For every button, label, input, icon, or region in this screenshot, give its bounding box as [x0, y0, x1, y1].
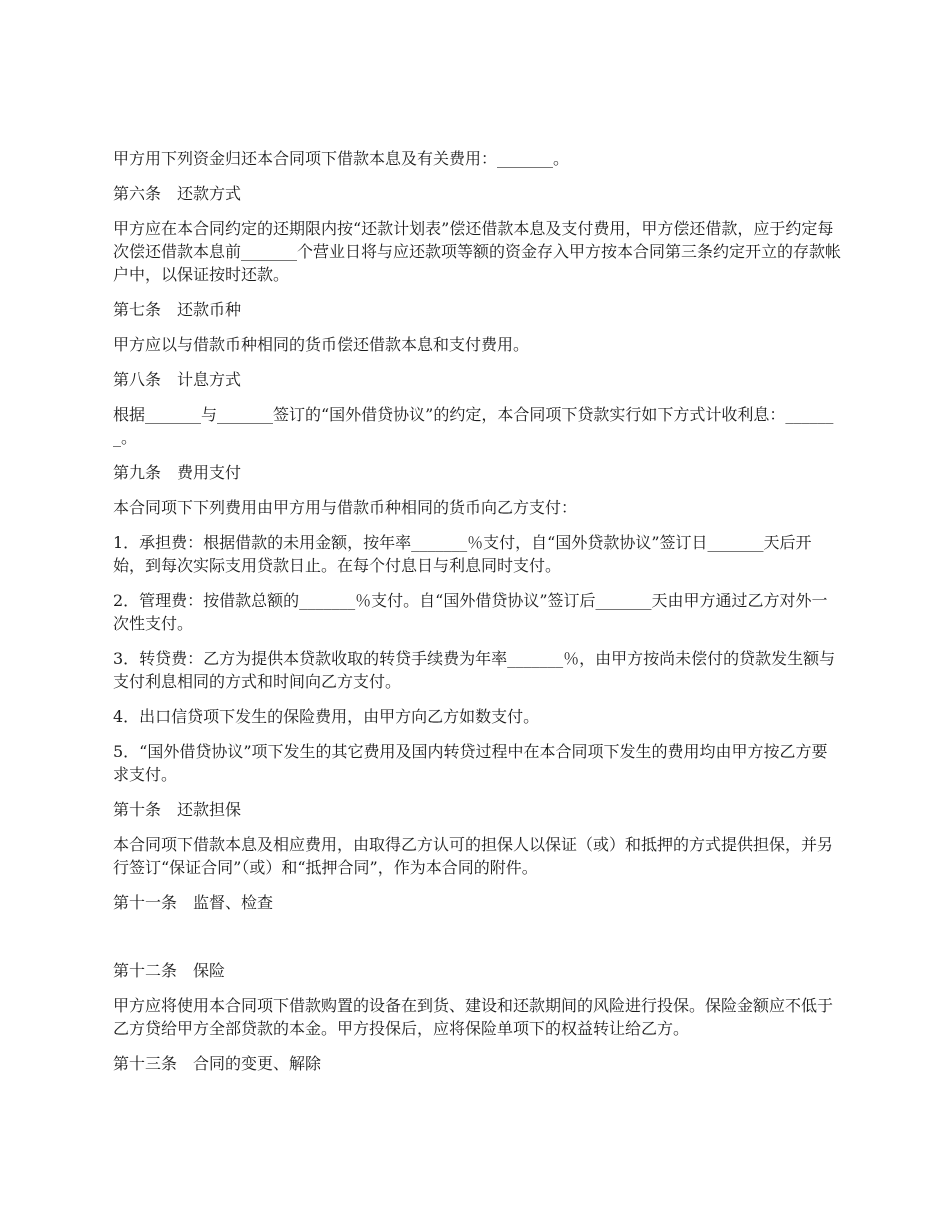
paragraph-article-9-item-2: 2．管理费：按借款总额的_______％支付。自“国外借贷协议”签订后_______天由甲方通过乙方对外一次性支付。	[113, 591, 828, 633]
heading-article-7: 第七条 还款币种	[113, 300, 242, 319]
paragraph-article-8: 根据_______与_______签订的“国外借贷协议”的约定，本合同项下贷款实行如下方式计收利息：_______。	[113, 405, 834, 447]
heading-article-12: 第十二条 保险	[113, 961, 226, 980]
paragraph-article-9-intro: 本合同项下下列费用由甲方用与借款币种相同的货币向乙方支付：	[113, 498, 578, 517]
heading-article-10: 第十条 还款担保	[113, 800, 242, 819]
heading-article-11: 第十一条 监督、检查	[113, 893, 274, 912]
paragraph-article-6: 甲方应在本合同约定的还期限内按“还款计划表”偿还借款本息及支付费用，甲方偿还借款，应于约定每次偿还借款本息前_______个营业日将与应还款项等额的资金存入甲方按本合同第三条约定开立的存款帐户中，以保证按时还款。	[113, 219, 842, 284]
heading-article-9: 第九条 费用支付	[113, 463, 242, 482]
paragraph-repayment-funds: 甲方用下列资金归还本合同项下借款本息及有关费用：_______。	[113, 149, 570, 168]
paragraph-article-12: 甲方应将使用本合同项下借款购置的设备在到货、建设和还款期间的风险进行投保。保险金额应不低于乙方贷给甲方全部贷款的本金。甲方投保后，应将保险单项下的权益转让给乙方。	[113, 996, 834, 1038]
paragraph-article-9-item-1: 1．承担费：根据借款的未用金额，按年率_______％支付，自“国外贷款协议”签订日_______天后开始，到每次实际支用贷款日止。在每个付息日与利息同时支付。	[113, 533, 812, 575]
document-body	[113, 147, 843, 1087]
heading-article-6: 第六条 还款方式	[113, 184, 242, 203]
paragraph-article-10: 本合同项下借款本息及相应费用，由取得乙方认可的担保人以保证（或）和抵押的方式提供担保，并另行签订“保证合同”（或）和“抵押合同”，作为本合同的附件。	[113, 835, 834, 877]
heading-article-13: 第十三条 合同的变更、解除	[113, 1054, 322, 1073]
paragraph-article-9-item-5: 5．“国外借贷协议”项下发生的其它费用及国内转贷过程中在本合同项下发生的费用均由甲方按乙方要求支付。	[113, 742, 828, 784]
paragraph-article-7: 甲方应以与借款币种相同的货币偿还借款本息和支付费用。	[113, 335, 530, 354]
paragraph-article-9-item-4: 4．出口信贷项下发生的保险费用，由甲方向乙方如数支付。	[113, 707, 540, 726]
paragraph-article-9-item-3: 3．转贷费：乙方为提供本贷款收取的转贷手续费为年率_______％，由甲方按尚未偿付的贷款发生额与支付利息相同的方式和时间向乙方支付。	[113, 649, 836, 691]
heading-article-8: 第八条 计息方式	[113, 370, 242, 389]
